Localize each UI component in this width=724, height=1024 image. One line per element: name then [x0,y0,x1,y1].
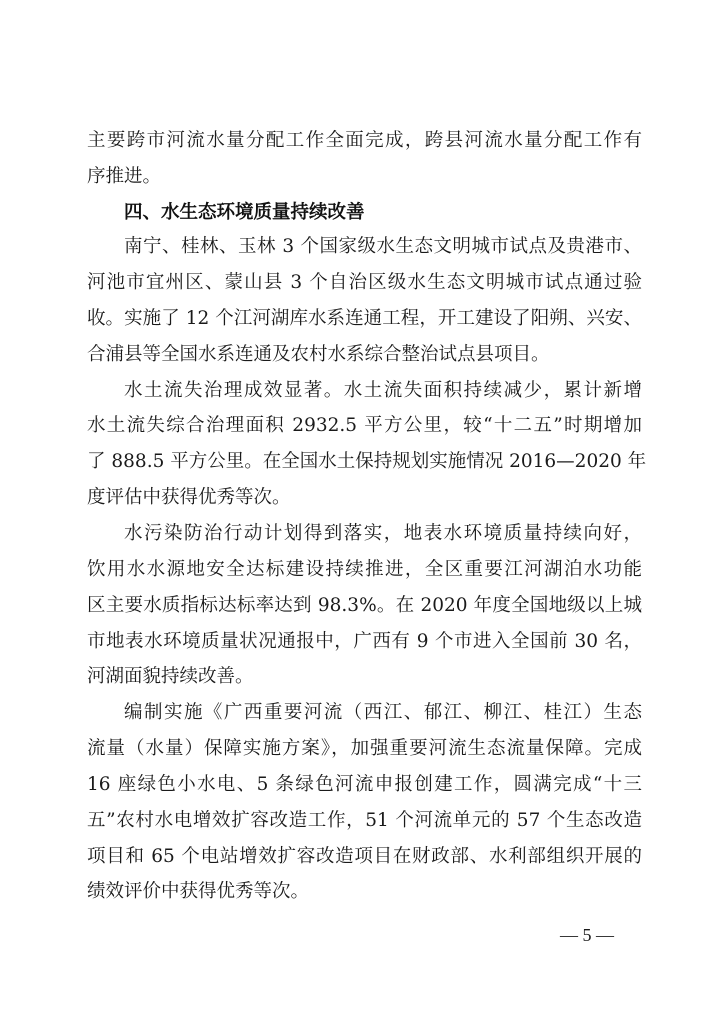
text-line: 水污染防治行动计划得到落实，地表水环境质量持续向好， [124,523,642,544]
text-line: 了 888.5 平方公里。在全国水土保持规划实施情况 2016—2020 年 [87,451,647,472]
text-line: 编制实施《广西重要河流（西江、郁江、柳江、桂江）生态 [124,702,642,723]
text-line: 五”农村水电增效扩容改造工作，51 个河流单元的 57 个生态改造 [87,810,642,831]
text-line: 水土流失综合治理面积 2932.5 平方公里，较“十二五”时期增加 [87,415,642,436]
section-heading: 四、水生态环境质量持续改善 [124,202,365,223]
text-line: 度评估中获得优秀等次。 [87,487,291,508]
text-line: 河池市宜州区、蒙山县 3 个自治区级水生态文明城市试点通过验 [87,272,642,293]
text-line: 水土流失治理成效显著。水土流失面积持续减少，累计新增 [124,380,642,401]
text-line: 收。实施了 12 个江河湖库水系连通工程，开工建设了阳朔、兴安、 [87,308,642,329]
page-number: — 5 — [560,925,614,945]
text-line: 河湖面貌持续改善。 [87,666,254,687]
text-line: 主要跨市河流水量分配工作全面完成，跨县河流水量分配工作有 [87,130,642,151]
text-line: 流量（水量）保障实施方案》，加强重要河流生态流量保障。完成 [87,738,642,759]
text-line: 区主要水质指标达标率达到 98.3%。在 2020 年度全国地级以上城 [87,595,642,616]
text-line: 合浦县等全国水系连通及农村水系综合整治试点县项目。 [87,344,550,365]
text-line: 序推进。 [87,166,162,187]
text-line: 饮用水水源地安全达标建设持续推进，全区重要江河湖泊水功能 [87,559,642,580]
text-line: 项目和 65 个电站增效扩容改造项目在财政部、水利部组织开展的 [87,846,642,867]
text-line: 绩效评价中获得优秀等次。 [87,881,310,902]
text-line: 16 座绿色小水电、5 条绿色河流申报创建工作，圆满完成“十三 [87,774,642,795]
text-line: 南宁、桂林、玉林 3 个国家级水生态文明城市试点及贵港市、 [124,236,642,257]
text-line: 市地表水环境质量状况通报中，广西有 9 个市进入全国前 30 名， [87,631,642,652]
